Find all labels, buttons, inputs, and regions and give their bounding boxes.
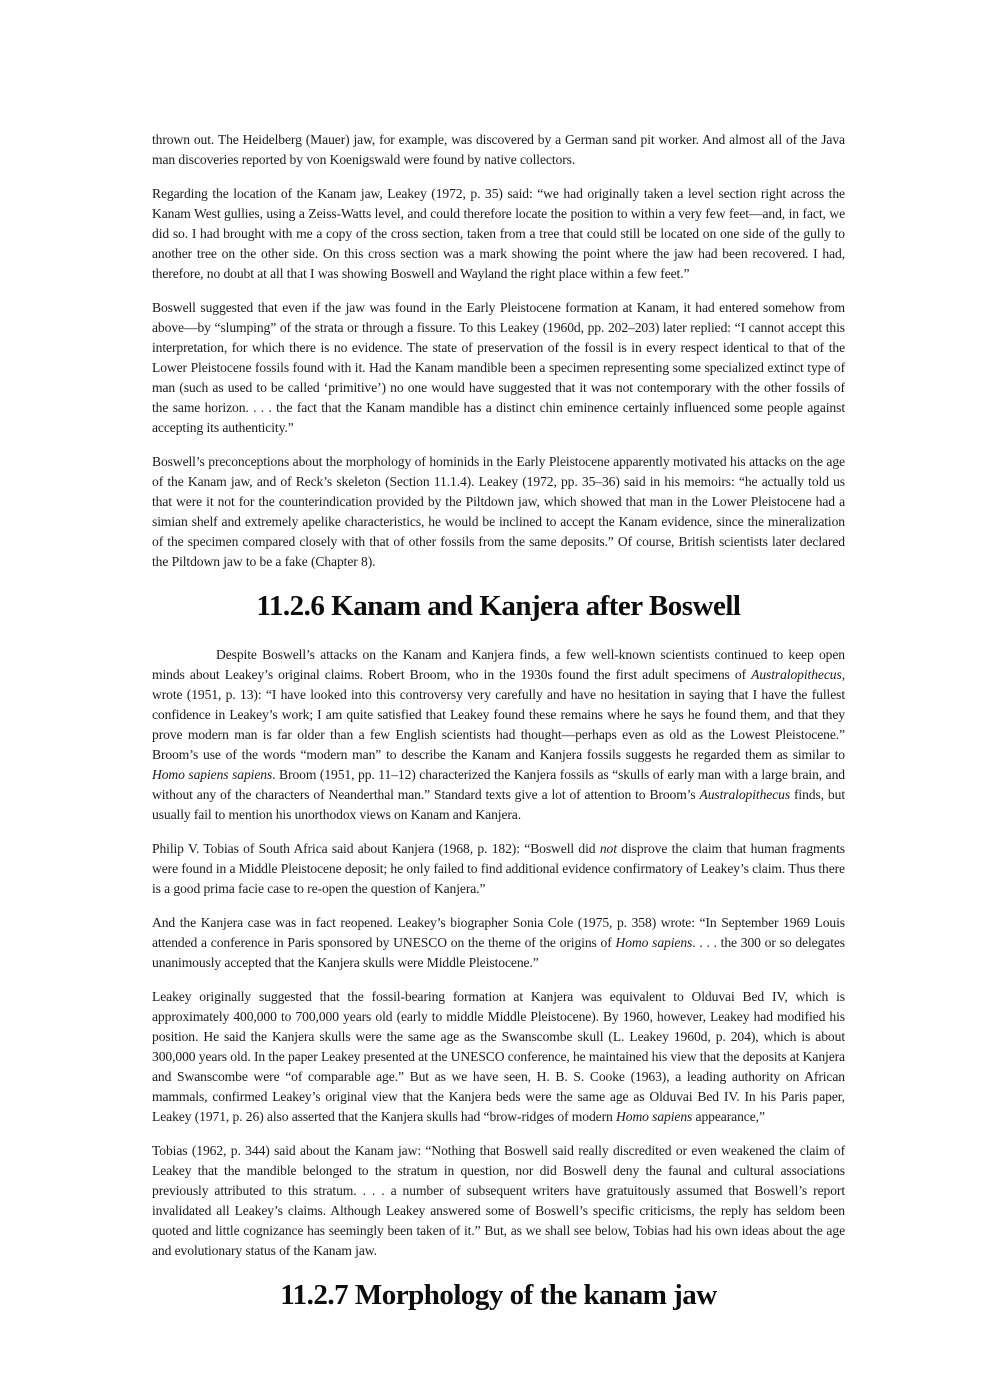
text-run: appearance,” (692, 1109, 765, 1124)
italic-text: Homo sapiens (615, 935, 693, 950)
paragraph (152, 987, 845, 1127)
text-run: . . . . the 300 or so delegates unanimously accepted that the Kanjera skulls were Middle Pleistocene.” (152, 935, 845, 970)
section-heading: 11.2.7 Morphology of the kanam jaw (280, 1279, 717, 1311)
text-run: Boswell’s preconceptions about the morphology of hominids in the Early Pleistocene apparently motivated his attacks on the age of the Kanam jaw, and of Reck’s skeleton (Section 11.1.4). Leakey (1972, pp. 35–36) said in his memoirs: “he actually told us that were it not for the counterindication provided by the Piltdown jaw, which showed that man in the Lower Pleistocene had a simian shelf and extremely apelike characteristics, he would be inclined to accept the Kanam evidence, since the mineralization of the specimen compared closely with that of other fossils from the same deposits.” Of course, British scientists later declared the Piltdown jaw to be a fake (Chapter 8). (152, 454, 845, 569)
document-content (152, 130, 845, 1312)
section-heading: 11.2.6 Kanam and Kanjera after Boswell (256, 590, 741, 622)
text-run: Despite Boswell’s attacks on the Kanam and Kanjera finds, a few well-known scientists continued to keep open minds about Leakey’s original claims. Robert Broom, who in the 1930s found the first adult specimens of (152, 647, 845, 682)
italic-text: not (599, 841, 617, 856)
italic-text: Homo sapiens sapiens (152, 767, 273, 782)
text-run: , wrote (1951, p. 13): “I have looked into this controversy very carefully and have no hesitation in saying that I have the fullest confidence in Leakey’s work; I am quite satisfied that Leakey found these remains where he says he found them, and that they prove modern man is far older than a few English scientists had thought—perhaps even as old as the Lowest Pleistocene.” Broom’s use of the words “modern man” to describe the Kanam and Kanjera fossils suggests he regarded them as similar to (152, 667, 845, 762)
paragraph (152, 452, 845, 572)
italic-text: Australopithecus (699, 787, 791, 802)
text-run: Leakey originally suggested that the fossil-bearing formation at Kanjera was equivalent to Olduvai Bed IV, which is approximately 400,000 to 700,000 years old (early to middle Middle Pleistocene). By 1960, however, Leakey had modified his position. He said the Kanjera skulls were the same age as the Swanscombe skull (L. Leakey 1960d, p. 204), which is about 300,000 years old. In the paper Leakey presented at the UNESCO conference, he maintained his view that the deposits at Kanjera and Swanscombe were “of comparable age.” But as we have seen, H. B. S. Cooke (1963), a leading authority on African mammals, confirmed Leakey’s original view that the Kanjera beds were the same age as Olduvai Bed IV. In his Paris paper, Leakey (1971, p. 26) also asserted that the Kanjera skulls had “brow-ridges of modern (152, 989, 845, 1124)
text-run: Boswell suggested that even if the jaw was found in the Early Pleistocene formation at Kanam, it had entered somehow from above—by “slumping” of the strata or through a fissure. To this Leakey (1960d, pp. 202–203) later replied: “I cannot accept this interpretation, for which there is no evidence. The state of preservation of the fossil is in every respect identical to that of the Lower Pleistocene fossils found with it. Had the Kanam mandible been a specimen representing some specialized extinct type of man (such as used to be called ‘primitive’) no one would have suggested that it was not contemporary with the other fossils of the same horizon. . . . the fact that the Kanam mandible has a distinct chin eminence certainly influenced some people against accepting its authenticity.” (152, 300, 845, 435)
text-run: Regarding the location of the Kanam jaw, Leakey (1972, p. 35) said: “we had originally taken a level section right across the Kanam West gullies, using a Zeiss-Watts level, and could therefore locate the position to within a very few feet—and, in fact, we did so. I had brought with me a copy of the cross section, taken from a tree that could still be located on one side of the gully to another tree on the other side. On this cross section was a mark showing the point where the jaw had been recovered. I had, therefore, no doubt at all that I was showing Boswell and Wayland the right place within a few feet.” (152, 186, 845, 281)
italic-text: Australopithecus (751, 667, 842, 682)
paragraph (152, 130, 845, 170)
text-run: Philip V. Tobias of South Africa said about Kanjera (1968, p. 182): “Boswell did (152, 841, 600, 856)
text-run: Tobias (1962, p. 344) said about the Kanam jaw: “Nothing that Boswell said really discredited or even weakened the claim of Leakey that the mandible belonged to the stratum in question, nor did Boswell deny the faunal and cultural associations previously attributed to this stratum. . . . a number of subsequent writers have gratuitously assumed that Boswell’s report invalidated all Leakey’s claims. Although Leakey answered some of Boswell’s specific criticisms, the reply has seldom been quoted and little cognizance has seemingly been taken of it.” But, as we shall see below, Tobias had his own ideas about the age and evolutionary status of the Kanam jaw. (152, 1143, 845, 1258)
text-run: . Broom (1951, pp. 11–12) characterized the Kanjera fossils as “skulls of early man with a large brain, and without any of the characters of Neanderthal man.” Standard texts give a lot of attention to Broom’s (152, 767, 845, 802)
text-run: disprove the claim that human fragments were found in a Middle Pleistocene deposit; he only failed to find additional evidence confirmatory of Leakey’s claim. Thus there is a good prima facie case to re-open the question of Kanjera.” (152, 841, 845, 896)
paragraph (152, 645, 845, 825)
text-run: finds, but usually fail to mention his unorthodox views on Kanam and Kanjera. (152, 787, 845, 822)
text-run: And the Kanjera case was in fact reopened. Leakey’s biographer Sonia Cole (1975, p. 358) wrote: “In September 1969 Louis attended a conference in Paris sponsored by UNESCO on the theme of the origins of (152, 915, 845, 950)
text-run: thrown out. The Heidelberg (Mauer) jaw, for example, was discovered by a German sand pit worker. And almost all of the Java man discoveries reported by von Koenigswald were found by native collectors. (152, 132, 845, 167)
paragraph (152, 1141, 845, 1261)
paragraph (152, 184, 845, 284)
paragraph (152, 298, 845, 438)
paragraph (152, 913, 845, 973)
italic-text: Homo sapiens (616, 1109, 693, 1124)
paragraph (152, 839, 845, 899)
